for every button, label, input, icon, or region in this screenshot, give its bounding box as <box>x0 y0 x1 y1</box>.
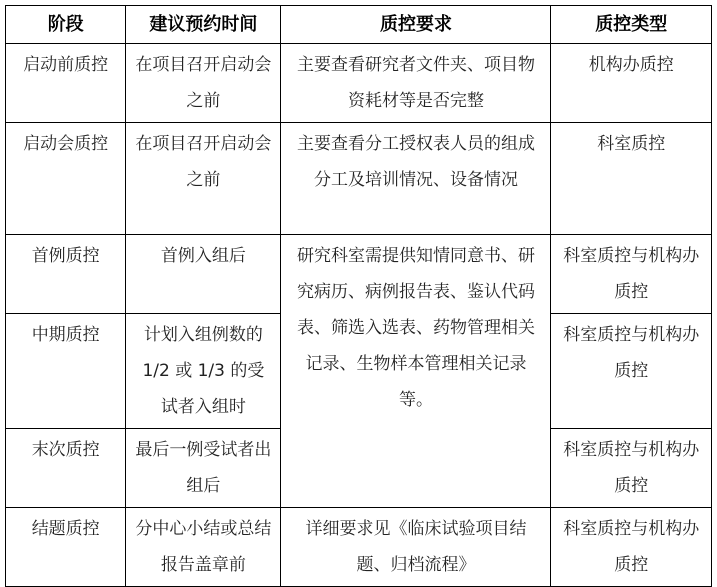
time-cell: 最后一例受试者出组后 <box>126 429 281 508</box>
header-type: 质控类型 <box>551 6 712 44</box>
requirement-cell: 主要查看研究者文件夹、项目物资耗材等是否完整 <box>281 44 551 123</box>
table-row <box>6 508 712 587</box>
quality-control-table <box>5 5 712 587</box>
time-cell: 计划入组例数的 1/2 或 1/3 的受试者入组时 <box>126 314 281 429</box>
stage-cell: 末次质控 <box>6 429 126 508</box>
requirement-cell: 研究科室需提供知情同意书、研究病历、病例报告表、鉴认代码表、筛选入选表、药物管理相关记录、生物样本管理相关记录等。 <box>281 235 551 508</box>
table-row <box>6 235 712 314</box>
time-cell: 在项目召开启动会之前 <box>126 44 281 123</box>
type-cell: 科室质控 <box>551 123 712 235</box>
table-row <box>6 123 712 235</box>
type-cell: 科室质控与机构办质控 <box>551 508 712 587</box>
stage-cell: 首例质控 <box>6 235 126 314</box>
header-requirement: 质控要求 <box>281 6 551 44</box>
time-cell: 在项目召开启动会之前 <box>126 123 281 235</box>
table-row <box>6 44 712 123</box>
header-row <box>6 6 712 44</box>
header-time: 建议预约时间 <box>126 6 281 44</box>
stage-cell: 结题质控 <box>6 508 126 587</box>
requirement-cell: 详细要求见《临床试验项目结题、归档流程》 <box>281 508 551 587</box>
header-stage: 阶段 <box>6 6 126 44</box>
type-cell: 科室质控与机构办质控 <box>551 235 712 314</box>
requirement-cell: 主要查看分工授权表人员的组成分工及培训情况、设备情况 <box>281 123 551 235</box>
stage-cell: 中期质控 <box>6 314 126 429</box>
stage-cell: 启动会质控 <box>6 123 126 235</box>
type-cell: 机构办质控 <box>551 44 712 123</box>
stage-cell: 启动前质控 <box>6 44 126 123</box>
type-cell: 科室质控与机构办质控 <box>551 314 712 429</box>
type-cell: 科室质控与机构办质控 <box>551 429 712 508</box>
time-cell: 首例入组后 <box>126 235 281 314</box>
time-cell: 分中心小结或总结报告盖章前 <box>126 508 281 587</box>
